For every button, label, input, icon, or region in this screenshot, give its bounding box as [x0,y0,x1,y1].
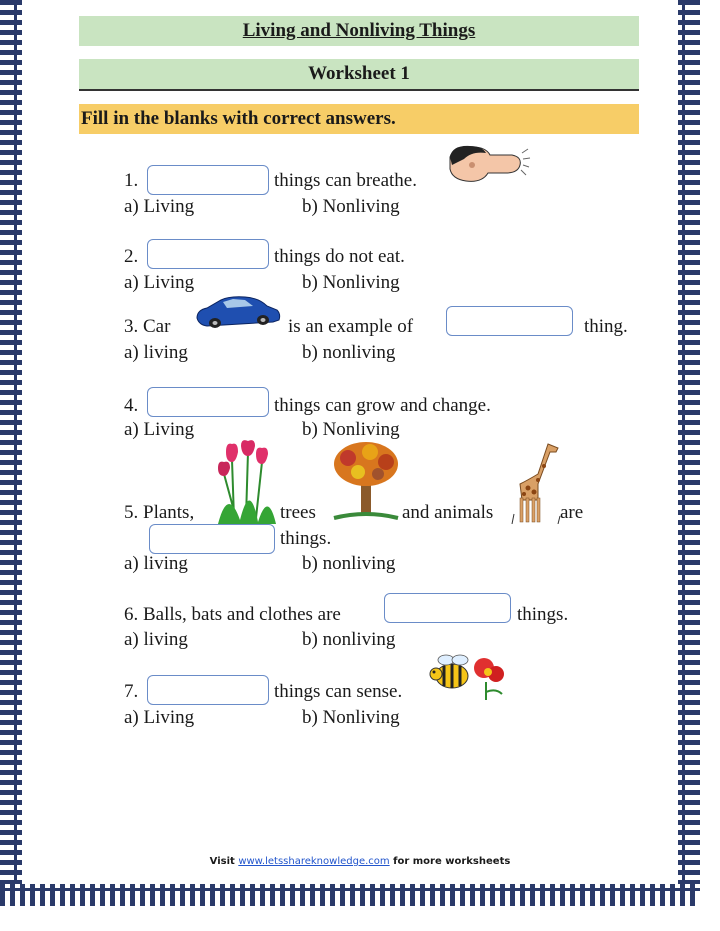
answer-blank-4[interactable] [147,387,269,417]
question-end-text: thing. [584,316,628,337]
question-word-trees: trees [280,502,316,523]
tree-icon [330,440,402,522]
question-word-are: are [560,502,584,523]
option-b[interactable]: b) Nonliving [302,419,400,440]
option-b[interactable]: b) nonliving [302,342,396,363]
option-a[interactable]: a) Living [124,196,195,217]
question-word-animals: and animals [402,502,494,523]
tulips-icon [210,440,280,524]
option-b[interactable]: b) Nonliving [302,196,400,217]
giraffe-icon [508,440,564,524]
decorative-border-bottom [0,884,700,906]
answer-blank-2[interactable] [147,239,269,269]
question-number: 6. Balls, bats and clothes are [124,604,341,625]
question-text: things. [517,604,569,625]
car-icon [193,292,283,332]
question-number: 7. [124,681,139,702]
option-a[interactable]: a) Living [124,272,195,293]
question-text: things. [280,528,332,549]
question-text: things do not eat. [274,246,405,267]
footer-suffix: for more worksheets [393,856,511,867]
option-a[interactable]: a) living [124,629,188,650]
question-text: things can sense. [274,681,403,702]
question-number: 5. Plants, [124,502,195,523]
option-a[interactable]: a) Living [124,419,195,440]
decorative-border-right [678,0,700,905]
decorative-border-left [0,0,22,905]
answer-blank-3[interactable] [446,306,573,336]
question-number: 3. Car [124,316,171,337]
answer-blank-7[interactable] [147,675,269,705]
footer-visit: Visit [209,856,235,867]
page-title: Living and Nonliving Things [79,16,639,46]
instruction-heading: Fill in the blanks with correct answers. [79,104,639,134]
breathing-face-icon [442,143,532,189]
option-a[interactable]: a) Living [124,707,195,728]
option-b[interactable]: b) Nonliving [302,272,400,293]
answer-blank-6[interactable] [384,593,511,623]
question-number: 4. [124,395,139,416]
question-text: things can grow and change. [274,395,491,416]
bee-and-flower-icon [426,652,508,702]
answer-blank-5[interactable] [149,524,275,554]
answer-blank-1[interactable] [147,165,269,195]
worksheet-label: Worksheet 1 [79,59,639,91]
question-text: things can breathe. [274,170,417,191]
question-number: 1. [124,170,139,191]
footer [0,856,720,867]
question-text: is an example of [288,316,414,337]
option-a[interactable]: a) living [124,553,188,574]
question-number: 2. [124,246,139,267]
option-b[interactable]: b) Nonliving [302,707,400,728]
option-a[interactable]: a) living [124,342,188,363]
footer-link[interactable]: www.letsshareknowledge.com [238,856,390,867]
option-b[interactable]: b) nonliving [302,629,396,650]
option-b[interactable]: b) nonliving [302,553,396,574]
